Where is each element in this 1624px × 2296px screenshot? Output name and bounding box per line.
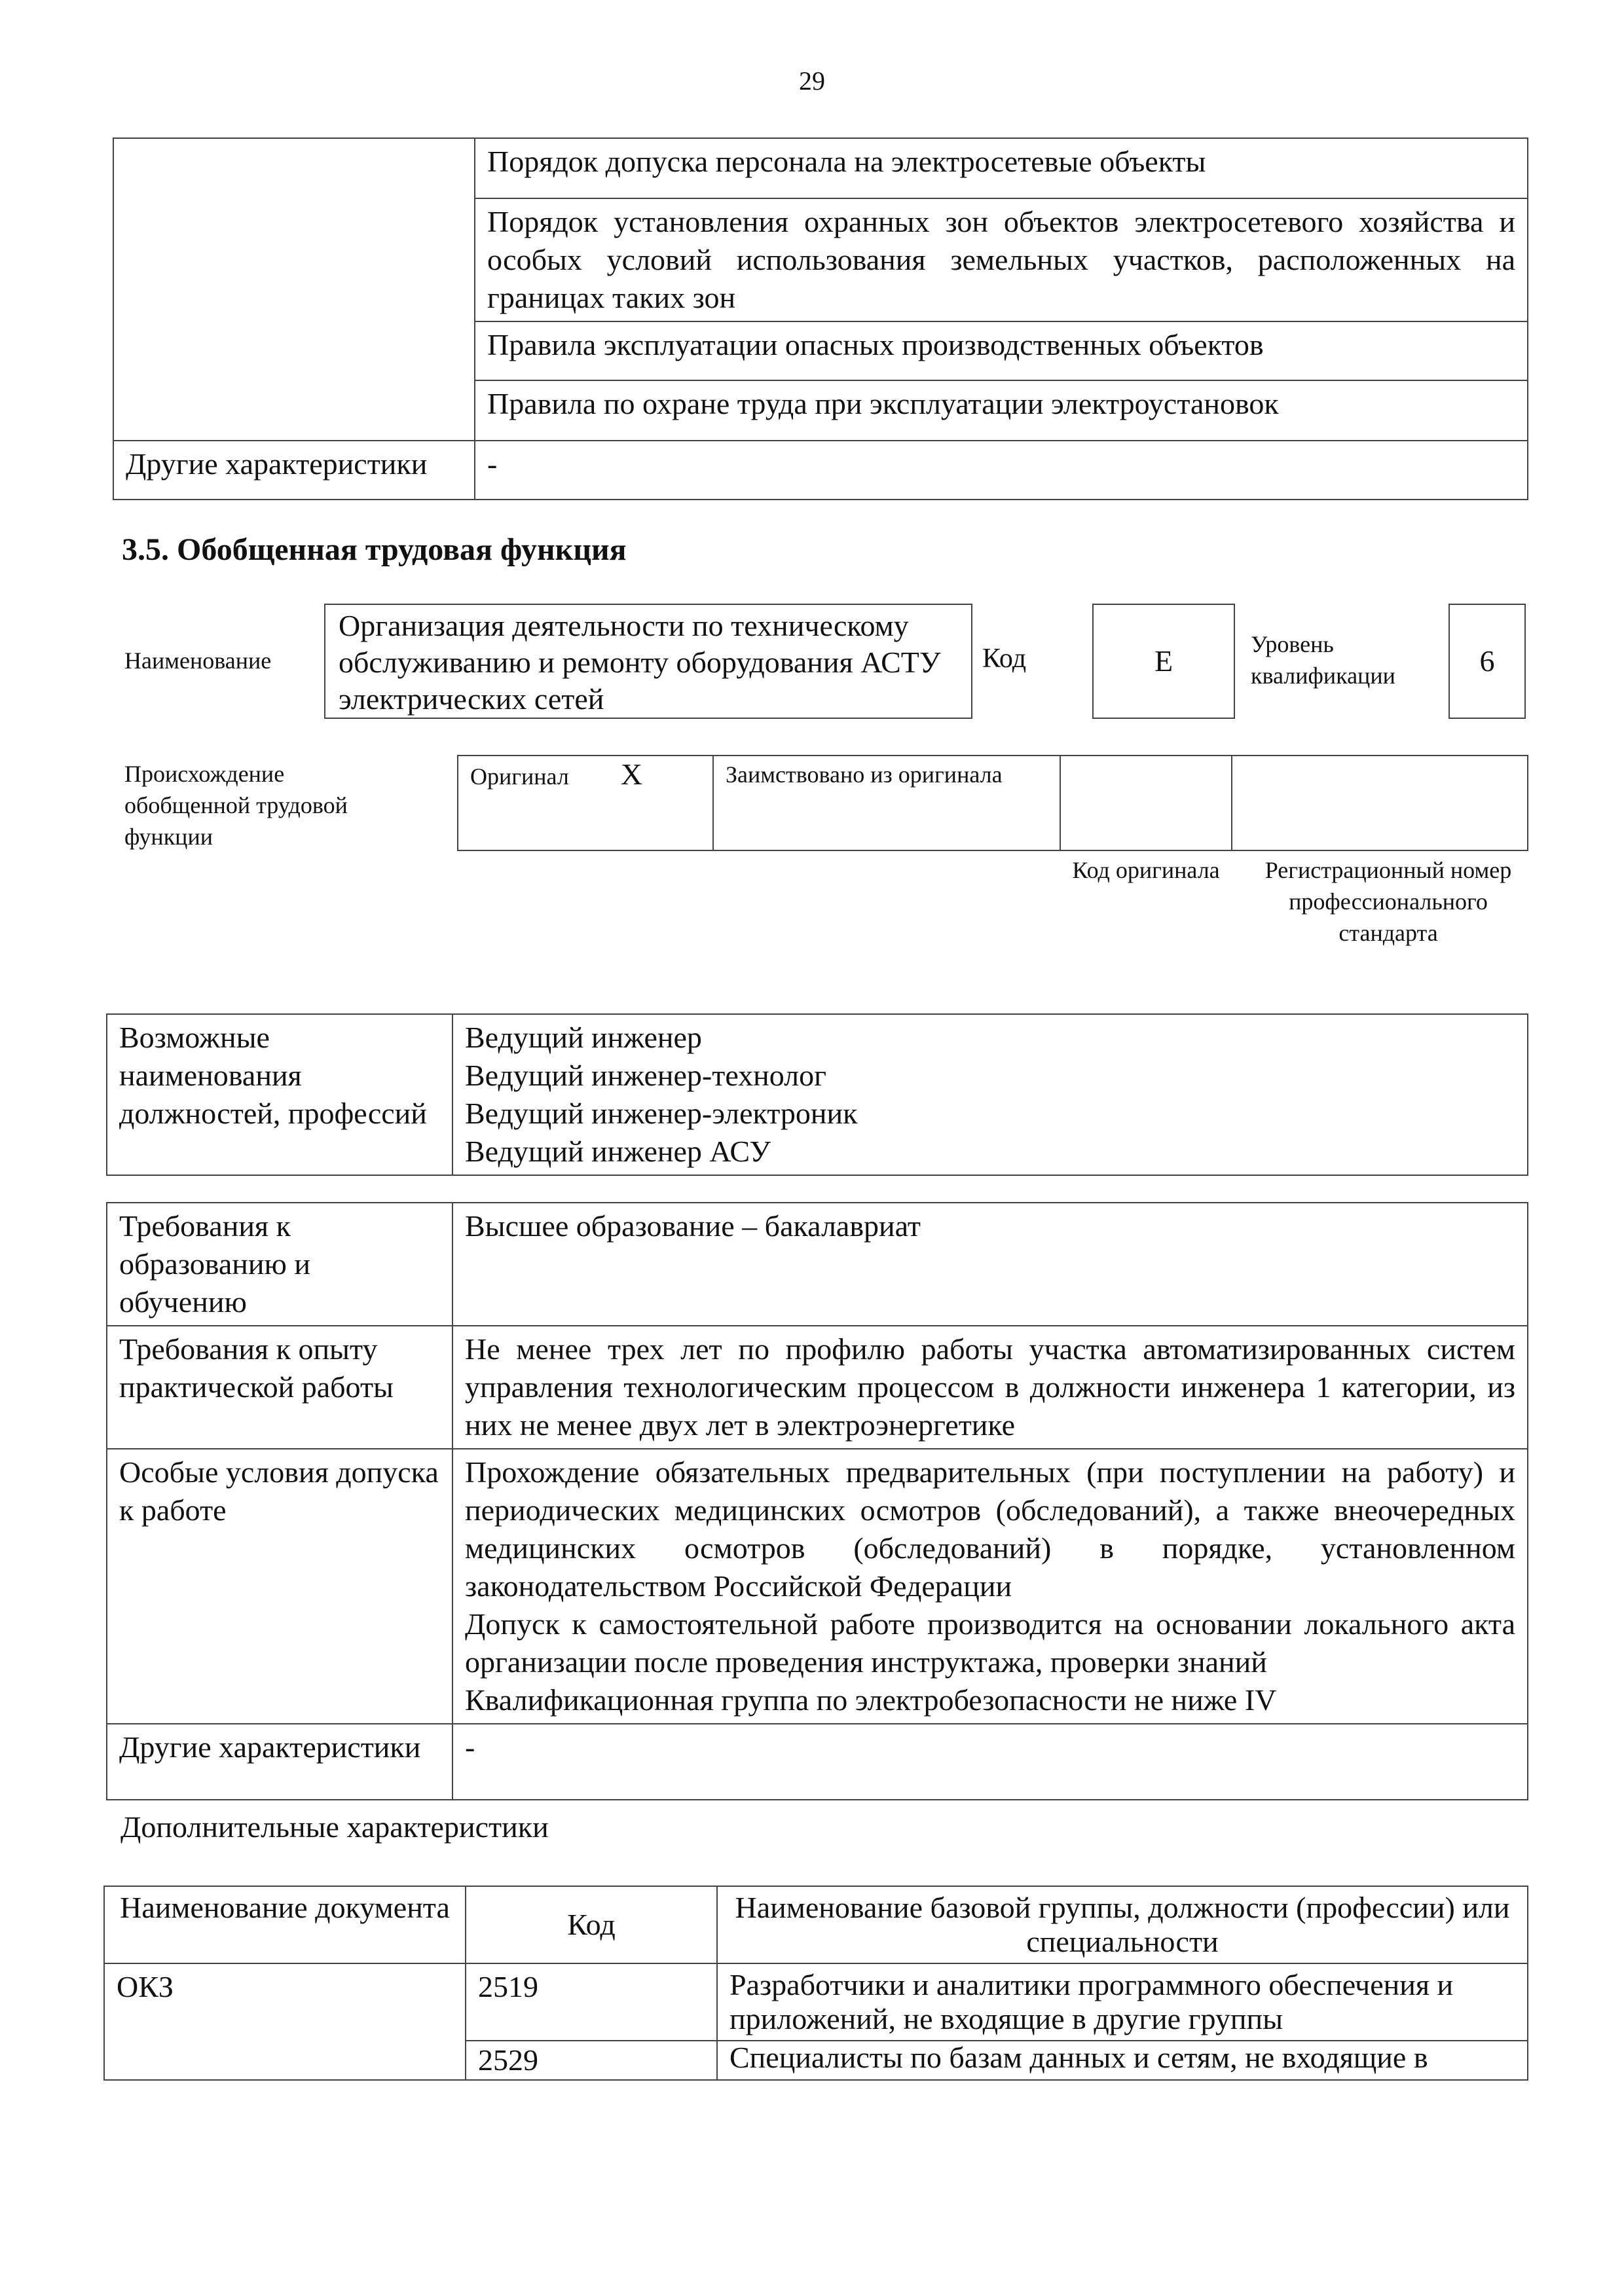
level-value: 6 [1479,644,1495,678]
reg-caption: Регистрационный номер профессионального стандарта [1264,857,1512,946]
positions-list [452,1014,1528,1175]
knowledge-item: Порядок установления охранных зон объектов электросетевого хозяйства и особых условий использования земельных участков, расположенных на границах таких зон [475,198,1528,321]
other-label: Другие характеристики [113,441,475,500]
condition-line: Прохождение обязательных предварительных (при поступлении на работу) и периодических медицинских осмотров (обследований), а также внеочередных медицинских осмотров (обследований) в порядке, установленном законодательством Российской Федерации [465,1455,1515,1603]
position-item: Ведущий инженер АСУ [465,1135,771,1168]
reg-number-cell [1232,756,1528,850]
table-cell-code: 2529 [466,2041,717,2080]
origin-table [457,755,1528,851]
table-cell-name: Специалисты по базам данных и сетям, не входящие в [717,2041,1528,2080]
special-conditions-label: Особые условия допуска к работе [107,1449,452,1724]
other-value: - [475,441,1528,500]
positions-table [106,1013,1528,1176]
education-value: Высшее образование – бакалавриат [452,1203,1528,1326]
section-title: 3.5. Обобщенная трудовая функция [122,532,627,567]
special-conditions-value [452,1449,1528,1724]
additional-table [103,1886,1528,2081]
table-cell-code: 2519 [466,1963,717,2041]
position-item: Ведущий инженер [465,1021,702,1054]
experience-label: Требования к опыту практической работы [107,1326,452,1449]
empty-label-cell [113,138,475,441]
positions-label: Возможные наименования должностей, профессий [107,1014,452,1175]
other-characteristics-label: Другие характеристики [107,1724,452,1800]
knowledge-item: Правила по охране труда при эксплуатации электроустановок [475,380,1528,441]
origin-label: Происхождение обобщенной трудовой функции [124,761,348,850]
code-caption: Код оригинала [1072,857,1220,883]
borrowed-label: Заимствовано из оригинала [713,756,1060,850]
code-label: Код [982,644,1027,674]
position-item: Ведущий инженер-электроник [465,1097,858,1130]
condition-line: Допуск к самостоятельной работе производится на основании локального акта организации после проведения инструктажа, проверки знаний [465,1607,1515,1679]
code-value: E [1154,644,1173,678]
gtf-name-box [324,604,972,719]
condition-line: Квалификационная группа по электробезопасности не ниже IV [465,1683,1277,1717]
header-name: Наименование базовой группы, должности (профессии) или специальности [717,1886,1528,1963]
original-cell [458,756,713,850]
experience-value: Не менее трех лет по профилю работы участка автоматизированных систем управления технологическим процессом в должности инженера 1 категории, из них не менее двух лет в электроэнергетике [452,1326,1528,1449]
level-label: Уровень квалификации [1251,631,1395,689]
original-mark: X [620,757,643,791]
header-code: Код [466,1886,717,1963]
original-code-cell [1060,756,1232,850]
knowledge-item: Порядок допуска персонала на электросетевые объекты [475,138,1528,198]
requirements-table [106,1202,1528,1800]
table-cell-name: Разработчики и аналитики программного обеспечения и приложений, не входящие в другие группы [717,1963,1528,2041]
original-label: Оригинал [470,763,569,790]
additional-title: Дополнительные характеристики [120,1810,549,1844]
position-item: Ведущий инженер-технолог [465,1059,826,1092]
other-characteristics-value: - [452,1724,1528,1800]
header-doc: Наименование документа [104,1886,466,1963]
knowledge-table [113,137,1528,500]
code-box [1092,604,1235,719]
table-cell-doc: ОКЗ [104,1963,466,2080]
knowledge-item: Правила эксплуатации опасных производственных объектов [475,321,1528,380]
level-box [1449,604,1526,719]
name-label: Наименование [124,647,272,674]
page-number: 29 [799,66,825,96]
gtf-name-value: Организация деятельности по техническому обслуживанию и ремонту оборудования АСТУ электрических сетей [339,609,941,716]
education-label: Требования к образованию и обучению [107,1203,452,1326]
